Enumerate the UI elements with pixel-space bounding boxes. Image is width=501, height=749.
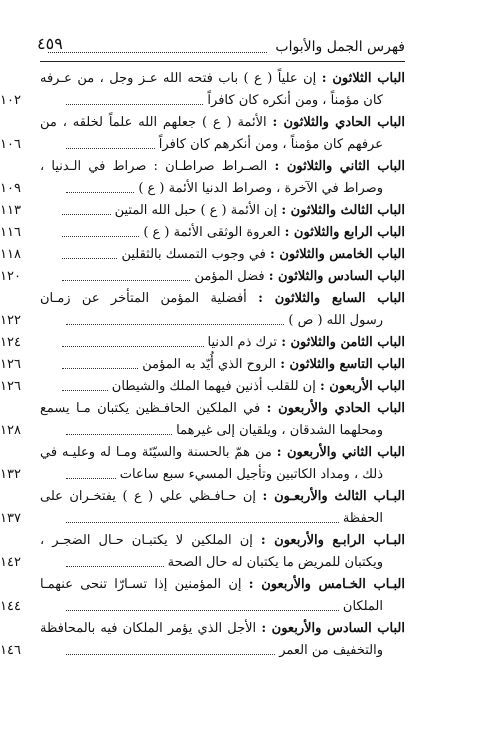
dot-leader — [66, 646, 275, 655]
entry-heading: الباب الثاني والثلاثون : — [274, 159, 405, 174]
entry-line — [40, 354, 405, 376]
entry-line — [40, 618, 405, 640]
entry-text: إن المؤمنين إذا تسـارّا تنحى عنهمـا — [40, 577, 242, 592]
entry-page-number: ١٣٢ — [0, 467, 21, 482]
entry-heading: الباب الحادي والثلاثون : — [272, 115, 406, 130]
toc-entry — [0, 112, 406, 156]
entry-page-number: ١١٦ — [0, 225, 21, 240]
entry-line — [40, 376, 405, 398]
dot-leader — [66, 602, 339, 611]
entry-line — [40, 574, 405, 596]
entry-text: في الملكين الحافـظين يكتبان مـا يسمع — [40, 401, 261, 416]
entry-line — [40, 222, 405, 244]
toc-entry — [0, 244, 405, 266]
toc-entry — [0, 442, 406, 486]
entry-line — [40, 310, 405, 332]
entry-heading: الباب الثالث والثلاثون : — [281, 203, 405, 218]
dot-leader — [66, 470, 116, 479]
entry-page-number: ١٠٦ — [0, 137, 21, 152]
entry-page-number: ١٢٤ — [0, 335, 21, 350]
entry-text: إن الملكين لا يكتبـان حـال الضجـر ، — [40, 533, 253, 548]
entry-line — [40, 530, 405, 552]
toc-entry — [0, 354, 405, 376]
entry-line — [40, 156, 405, 178]
entry-heading: البـاب الرابـع والأربعون : — [260, 533, 405, 548]
entry-text: فضل المؤمن — [194, 269, 265, 284]
entry-heading: الباب الثامن والثلاثون : — [281, 335, 405, 350]
entry-line — [40, 398, 405, 420]
entry-heading: البـاب الخـامس والأربعون : — [248, 577, 405, 592]
entry-page-number: ١٠٩ — [0, 181, 21, 196]
dot-leader — [66, 426, 172, 435]
entry-line — [40, 244, 405, 266]
toc-entry — [0, 156, 405, 200]
entry-heading: الباب الحادي والأربعون : — [266, 401, 405, 416]
header-title: فهرس الجمل والأبواب — [275, 39, 405, 55]
toc-entry — [0, 398, 405, 442]
entry-text: الحفظة — [342, 511, 383, 526]
entry-heading: الباب الرابع والثلاثون : — [284, 225, 405, 240]
entry-line — [40, 68, 405, 90]
entry-line — [40, 178, 405, 200]
dot-leader — [62, 206, 111, 215]
entry-heading: الباب السادس والثلاثون : — [268, 269, 405, 284]
entry-text: من همّ بالحسنة والسيّئة ومـا له وعليـه في — [40, 445, 272, 460]
entry-text: أفضلية المؤمن المتأخر عن زمـان — [40, 291, 247, 306]
entry-heading: الباب السابع والثلاثون : — [258, 291, 405, 306]
page-number: ٤٥٩ — [37, 34, 63, 53]
dot-leader — [66, 558, 164, 567]
entry-page-number: ١٢٦ — [0, 379, 21, 394]
entry-heading: الباب الثلاثون : — [321, 71, 405, 86]
toc-entry — [0, 376, 405, 398]
entry-text: الصـراط صراطـان : صراط في الـدنيا ، — [40, 159, 268, 174]
entry-heading: الباب الخامس والثلاثون : — [270, 247, 405, 262]
entry-line — [40, 486, 405, 508]
toc-entry — [0, 574, 405, 618]
dot-leader — [66, 514, 339, 523]
entry-page-number: ١٤٤ — [0, 599, 21, 614]
entry-text: ترك ذم الدنيا — [207, 335, 278, 350]
entry-page-number: ١٢٨ — [0, 423, 21, 438]
dot-leader — [66, 184, 134, 193]
entry-text: الأئمة ( ع ) جعلهم الله علماً لخلقه ، من — [40, 115, 267, 130]
dot-leader — [62, 382, 108, 391]
toc-entry — [0, 288, 405, 332]
entry-line — [40, 332, 405, 354]
entry-text: في وجوب التمسك بالثقلين — [121, 247, 266, 262]
entry-line — [40, 134, 405, 156]
entry-line — [40, 442, 405, 464]
entry-page-number: ١١٨ — [0, 247, 21, 262]
entry-heading: البـاب الثالث والأربعـون : — [262, 489, 405, 504]
entry-page-number: ١٢٠ — [0, 269, 21, 284]
dot-leader — [62, 338, 204, 347]
entry-line — [40, 288, 405, 310]
entry-text: الأجل الذي يؤمر الملكان فيه بالمحافظة — [40, 621, 257, 636]
entry-line — [40, 508, 405, 530]
entry-page-number: ١٠٢ — [0, 93, 21, 108]
dot-leader — [62, 272, 191, 281]
toc-entry — [0, 200, 405, 222]
toc-entry — [0, 222, 405, 244]
entry-line — [40, 90, 405, 112]
entry-text: والتخفيف من العمر — [279, 643, 383, 658]
entry-page-number: ١١٣ — [0, 203, 21, 218]
entry-line — [40, 200, 405, 222]
entry-text: عرفهم كان مؤمناً ، ومن أنكرهم كان كافراً — [158, 137, 383, 152]
entry-text: وصراط في الآخرة ، وصراط الدنيا الأئمة ( ع ) — [138, 181, 383, 196]
header-leader — [48, 42, 267, 53]
entry-heading: الباب السادس والأربعون : — [261, 621, 405, 636]
entry-text: ويكتبان للمريض ما يكتبان له حال الصحة — [167, 555, 383, 570]
entry-heading: الباب التاسع والثلاثون : — [280, 357, 405, 372]
entry-line — [40, 112, 405, 134]
entry-page-number: ١٢٦ — [0, 357, 21, 372]
entry-text: إن علياً ( ع ) باب فتحه الله عـز وجل ، من عـرفه — [40, 71, 317, 86]
entry-page-number: ١٢٢ — [0, 313, 21, 328]
dot-leader — [66, 316, 284, 325]
entry-text: إن حـافـظي علي ( ع ) يفتخـران على — [40, 489, 256, 504]
toc-entries — [0, 68, 406, 662]
entry-line — [40, 420, 405, 442]
page-header — [37, 34, 405, 60]
entry-line — [40, 266, 405, 288]
entry-page-number: ١٣٧ — [0, 511, 21, 526]
entry-text: إن الأئمة ( ع ) حبل الله المتين — [114, 203, 278, 218]
dot-leader — [62, 228, 139, 237]
entry-text: ومحلهما الشدقان ، ويلقيان إلى غيرهما — [176, 423, 383, 438]
entry-text: الملكان — [342, 599, 383, 614]
dot-leader — [66, 140, 155, 149]
toc-entry — [0, 530, 405, 574]
entry-line — [40, 552, 405, 574]
entry-text: رسول الله ( ص ) — [288, 313, 383, 328]
entry-line — [40, 640, 405, 662]
toc-entry — [0, 68, 405, 112]
entry-text: ذلك ، ومداد الكاتبين وتأجيل المسيء سبع ساعات — [119, 467, 383, 482]
dot-leader — [62, 360, 138, 369]
header-rule — [40, 61, 405, 62]
entry-text: كان مؤمناً ، ومن أنكره كان كافراً — [207, 93, 383, 108]
dot-leader — [66, 96, 203, 105]
toc-entry — [0, 486, 405, 530]
entry-text: الروح الذي أُيّد به المؤمن — [142, 357, 277, 372]
entry-line — [40, 464, 405, 486]
dot-leader — [62, 250, 118, 259]
toc-entry — [0, 332, 405, 354]
entry-page-number: ١٤٢ — [0, 555, 21, 570]
entry-heading: الباب الأربعون : — [319, 379, 405, 394]
entry-text: إن للقلب أذنين فيهما الملك والشيطان — [111, 379, 316, 394]
toc-entry — [0, 618, 405, 662]
entry-line — [40, 596, 405, 618]
entry-heading: الباب الثاني والأربعون : — [276, 445, 406, 460]
entry-page-number: ١٤٦ — [0, 643, 21, 658]
toc-entry — [0, 266, 405, 288]
entry-text: العروة الوثقى الأئمة ( ع ) — [143, 225, 281, 240]
